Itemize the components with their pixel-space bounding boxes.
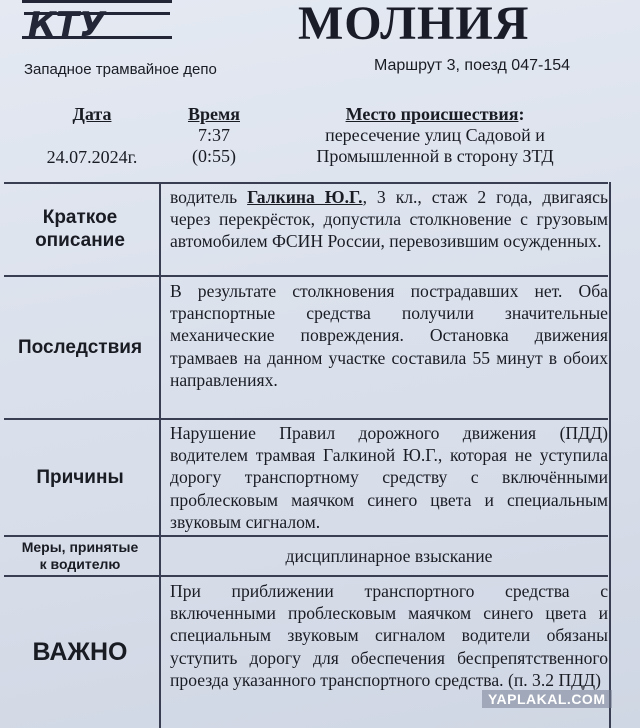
place-block: Место происшествия: пересечение улиц Садовой и Промышленной в сторону ЗТД [270,104,600,167]
measures-label: Меры, принятые к водителю [21,539,139,572]
bulletin-title: МОЛНИЯ [298,0,530,50]
place-label: Место происшествия [345,104,519,124]
consequences-label: Последствия [17,336,143,358]
measures-text: дисциплинарное взыскание [285,546,493,566]
depot-name: Западное трамвайное депо [24,61,217,78]
date-block [22,104,162,168]
important-label: ВАЖНО [32,637,128,666]
column-divider [159,182,161,728]
consequences-text: В результате столкновения пострадавших нет. Оба транспортные средства получили значительные механические повреждения. Остановка движения трамваев на данном участке составила 55 минут в обоих направлениях. [170,281,608,390]
table-right-border [609,182,611,728]
place-line-2: Промышленной в сторону ЗТД [316,146,554,166]
logo-text: КТУ [28,5,106,44]
time-value: 7:37 [197,125,230,145]
driver-name: Галкина Ю.Г. [247,187,363,207]
duration-value: (0:55) [192,146,236,166]
time-label: Время [187,104,240,124]
place-line-1: пересечение улиц Садовой и [325,125,545,145]
important-text: При приближении транспортного средства с включенными проблесковым маячком синего цвета и специальным звуковым сигналом водители обязаны уступить дорогу для обеспечения беспрепятственного проезда указанного транспортного средства. (п. 3.2 ПДД) [170,581,608,690]
date-value: 24.07.2024г. [46,147,138,167]
ktu-logo-icon [22,0,172,44]
date-label: Дата [72,104,112,124]
route-info: Маршрут 3, поезд 047-154 [374,57,571,74]
site-watermark: YAPLAKAL.COM [482,690,612,708]
summary-label: Краткое описание [35,207,125,251]
time-block [174,104,254,167]
causes-text: Нарушение Правил дорожного движения (ПДД) водителем трамвая Галкиной Ю.Г., которая не уступила дорогу транспортному средству с включёнными проблесковым маячком синего цвета и специальным звуковым сигналом. [170,423,608,532]
summary-text: водитель Галкина Ю.Г., 3 кл., стаж 2 года, двигаясь через перекрёсток, допустила столкновение с грузовым автомобилем ФСИН России, перевозившим осужденных. [170,187,608,252]
causes-label: Причины [36,466,124,488]
ktu-logo [22,0,172,44]
